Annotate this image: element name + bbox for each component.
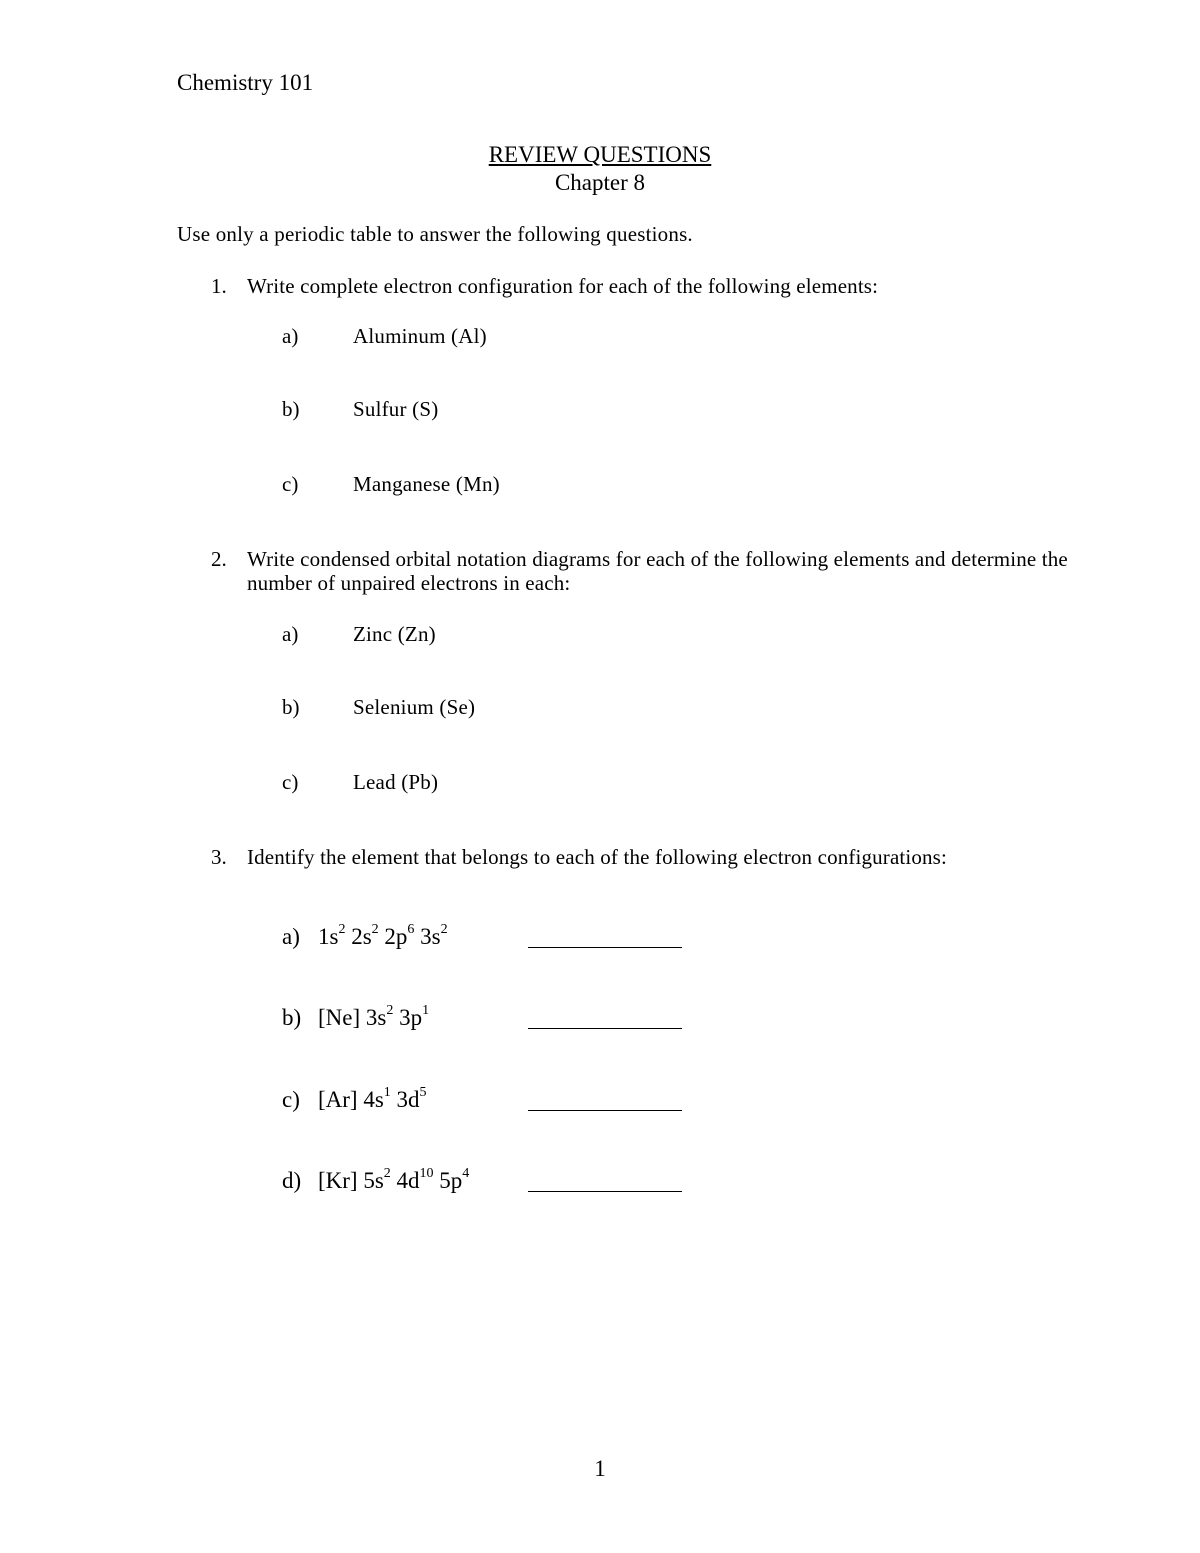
q3-item-c-config: [Ar] $4s^1$ $3d^5$ (318, 1085, 427, 1112)
q3-item-b-config: [Ne] $3s^2$ $3p^1$ (318, 1003, 430, 1030)
q2-item-c-text: Lead (Pb) (353, 770, 439, 794)
q3-item-d-letter: d) (282, 1168, 302, 1193)
question-2-text-line1: Write condensed orbital notation diagrams for each of the following elements and determine the (247, 547, 1068, 571)
q2-item-c-letter: c) (282, 770, 299, 794)
q1-item-b-letter: b) (282, 397, 300, 421)
page-number: 1 (594, 1456, 606, 1481)
q3-item-d-answer-blank (528, 1191, 682, 1192)
q1-item-c-letter: c) (282, 472, 299, 496)
q2-item-b-letter: b) (282, 695, 300, 719)
instructions: Use only a periodic table to answer the following questions. (177, 222, 693, 246)
question-3-number: 3. (211, 845, 227, 869)
q3-item-b-answer-blank (528, 1028, 682, 1029)
q2-item-a-letter: a) (282, 622, 299, 646)
q3-item-b-letter: b) (282, 1005, 302, 1030)
question-3-text: Identify the element that belongs to each of the following electron configurations: (247, 845, 947, 869)
q1-item-b-text: Sulfur (S) (353, 397, 439, 421)
question-2-text-line2: number of unpaired electrons in each: (247, 571, 571, 595)
q1-item-a-letter: a) (282, 324, 299, 348)
question-2-number: 2. (211, 547, 227, 571)
q2-item-a-text: Zinc (Zn) (353, 622, 436, 646)
q3-item-c-answer-blank (528, 1110, 682, 1111)
q3-item-c-letter: c) (282, 1087, 300, 1112)
course-header: Chemistry 101 (177, 70, 314, 95)
page-title: REVIEW QUESTIONS (488, 142, 712, 167)
q3-item-a-letter: a) (282, 924, 300, 949)
q3-item-a-answer-blank (528, 947, 682, 948)
chapter-subtitle: Chapter 8 (554, 170, 646, 195)
question-1-text: Write complete electron configuration for each of the following elements: (247, 274, 879, 298)
q1-item-c-text: Manganese (Mn) (353, 472, 500, 496)
q3-item-d-config: [Kr] $5s^2$ $4d^{10}$ $5p^4$ (318, 1166, 470, 1193)
q3-item-a-config: $1s^2$ $2s^2$ $2p^6$ $3s^2$ (318, 922, 448, 949)
question-1-number: 1. (211, 274, 227, 298)
q1-item-a-text: Aluminum (Al) (353, 324, 487, 348)
q2-item-b-text: Selenium (Se) (353, 695, 476, 719)
